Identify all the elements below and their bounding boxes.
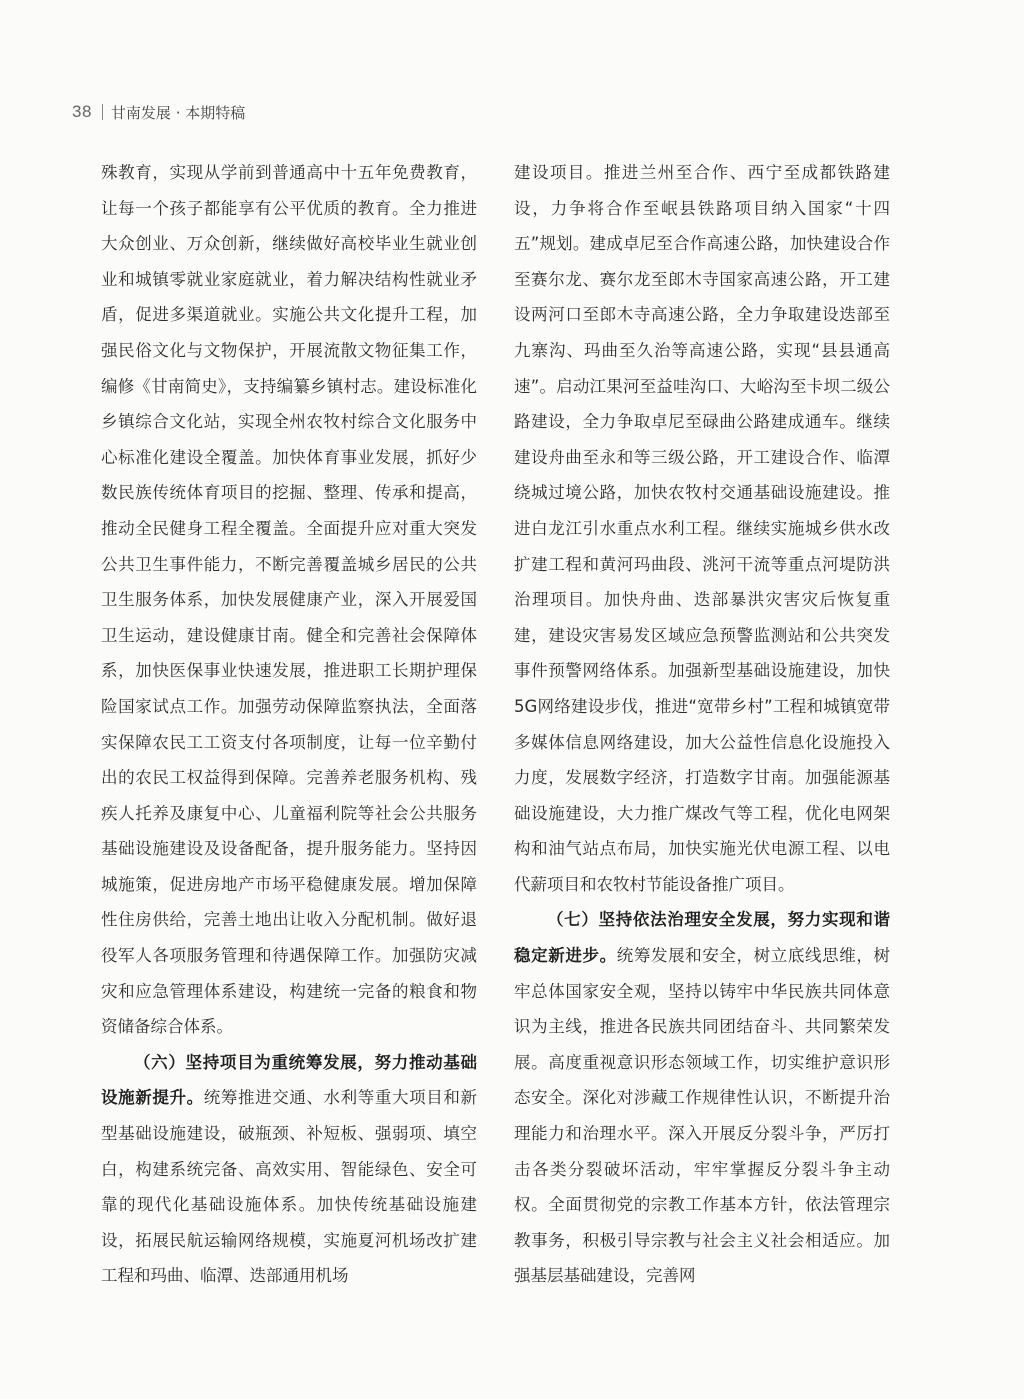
section-seven-heading: （七）坚持依法治理安全发展，努力实现和谐稳定新进步。	[514, 910, 890, 966]
page-header	[72, 100, 245, 124]
section-seven-body: 统筹发展和安全，树立底线思维，树牢总体国家安全观，坚持以铸牢中华民族共同体意识为主线，推进各民族共同团结奋斗、共同繁荣发展。高度重视意识形态领域工作，切实维护意识形态安全。深化对涉藏工作规律性认识，不断提升治理能力和治理水平。深入开展反分裂斗争，严厉打击各类分裂破坏活动，牢牢掌握反分裂斗争主动权。全面贯彻党的宗教工作基本方针，依法管理宗教事务，积极引导宗教与社会主义社会相适应。加强基层基础建设，完善网	[514, 946, 891, 1286]
right-paragraph-1: 建设项目。推进兰州至合作、西宁至成都铁路建设，力争将合作至岷县铁路项目纳入国家“十四五”规划。建成卓尼至合作高速公路，加快建设合作至赛尔龙、赛尔龙至郎木寺国家高速公路，开工建设两河口至郎木寺高速公路，全力争取建设迭部至九寨沟、玛曲至久治等高速公路，实现“县县通高速”。启动江果河至益哇沟口、大峪沟至卡坝二级公路建设，全力争取卓尼至碌曲公路建成通车。继续建设舟曲至永和等三级公路，开工建设合作、临潭绕城过境公路，加快农牧村交通基础设施建设。推进白龙江引水重点水利工程。继续实施城乡供水改扩建工程和黄河玛曲段、洮河干流等重点河堤防洪治理项目。加快舟曲、迭部暴洪灾害灾后恢复重建，建设灾害易发区域应急预警监测站和公共突发事件预警网络体系。加强新型基础设施建设，加快5G网络建设步伐，推进“宽带乡村”工程和城镇宽带多媒体信息网络建设，加大公益性信息化设施投入力度，发展数字经济，打造数字甘南。加强能源基础设施建设，大力推广煤改气等工程，优化电网架构和油气站点布局，加快实施光伏电源工程、以电代薪项目和农牧村节能设备推广项目。	[514, 163, 890, 894]
left-column	[101, 155, 477, 1294]
left-paragraph-1: 殊教育，实现从学前到普通高中十五年免费教育，让每一个孩子都能享有公平优质的教育。全力推进大众创业、万众创新，继续做好高校毕业生就业创业和城镇零就业家庭就业，着力解决结构性就业矛盾，促进多渠道就业。实施公共文化提升工程，加强民俗文化与文物保护，开展流散文物征集工作，编修《甘南简史》，支持编纂乡镇村志。建设标准化乡镇综合文化站，实现全州农牧村综合文化服务中心标准化建设全覆盖。加快体育事业发展，抓好少数民族传统体育项目的挖掘、整理、传承和提高，推动全民健身工程全覆盖。全面提升应对重大突发公共卫生事件能力，不断完善覆盖城乡居民的公共卫生服务体系，加快发展健康产业，深入开展爱国卫生运动，建设健康甘南。健全和完善社会保障体系，加快医保事业快速发展，推进职工长期护理保险国家试点工作。加强劳动保障监察执法，全面落实保障农民工工资支付各项制度，让每一位辛勤付出的农民工权益得到保障。完善养老服务机构、残疾人托养及康复中心、儿童福利院等社会公共服务基础设施建设及设备配备，提升服务能力。坚持因城施策，促进房地产市场平稳健康发展。增加保障性住房供给，完善土地出让收入分配机制。做好退役军人各项服务管理和待遇保障工作。加强防灾减灾和应急管理体系建设，构建统一完备的粮食和物资储备综合体系。	[101, 163, 477, 1037]
section-six-body: 统筹推进交通、水利等重大项目和新型基础设施建设，破瓶颈、补短板、强弱项、填空白，构建系统完备、高效实用、智能绿色、安全可靠的现代化基础设施体系。加快传统基础设施建设，拓展民航运输网络规模，实施夏河机场改扩建工程和玛曲、临潭、迭部通用机场	[101, 1088, 478, 1286]
section-six-heading: （六）坚持项目为重统筹发展，努力推动基础设施新提升。	[101, 1052, 477, 1108]
page-number: 38	[72, 102, 92, 121]
right-column	[514, 155, 890, 1294]
right-paragraph-2	[514, 902, 890, 1294]
left-paragraph-2	[101, 1045, 477, 1294]
header-divider	[102, 104, 103, 120]
section-title: 甘南发展 · 本期特稿	[110, 103, 246, 122]
